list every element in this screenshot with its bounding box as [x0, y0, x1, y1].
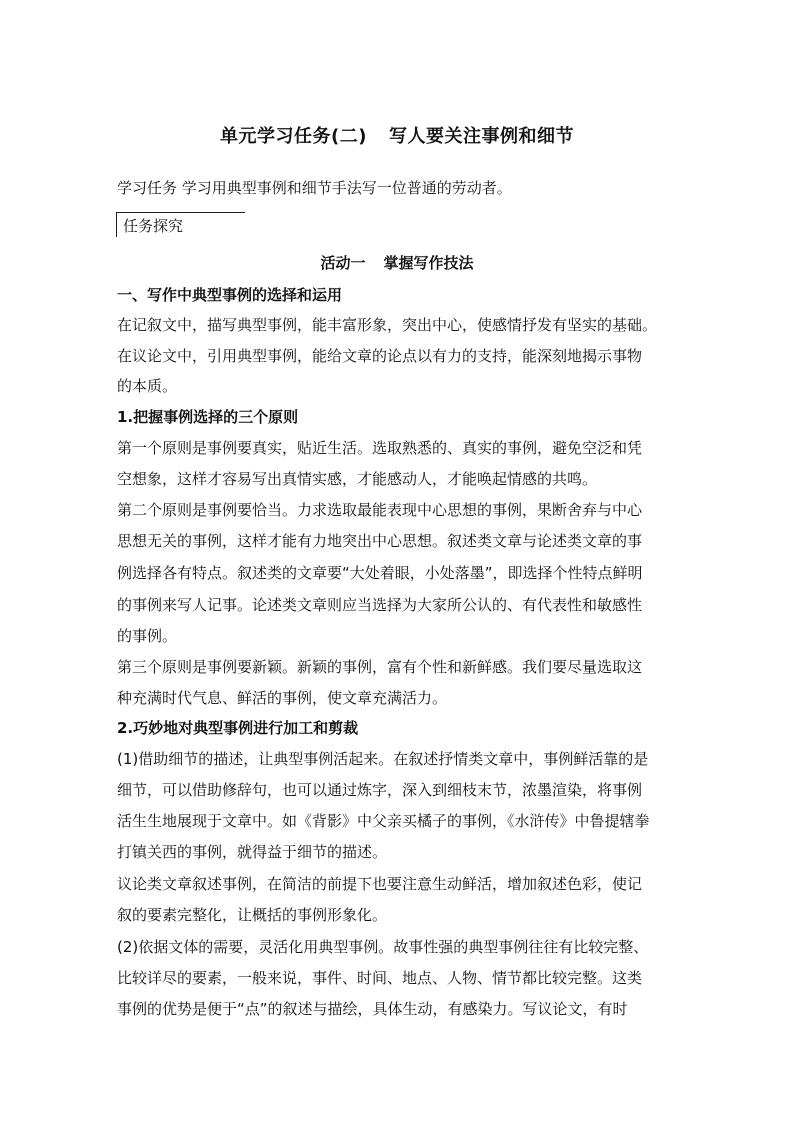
paragraph-line: 第一个原则是事例要真实，贴近生活。选取熟悉的、真实的事例，避免空泛和凭 [117, 439, 643, 457]
task-intro-text: 学习用典型事例和细节手法写一位普通的劳动者。 [181, 179, 512, 197]
title-part-1: 单元学习任务(二) [220, 126, 367, 147]
activity-label: 活动一 [320, 254, 366, 272]
paragraph-line: 事例的优势是便于“点”的叙述与描绘，具体生动，有感染力。写议论文，有时 [117, 1000, 628, 1018]
task-explore-label: 任务探究 [123, 217, 184, 235]
paragraph-line: 种充满时代气息、鲜活的事例，使文章充满活力。 [117, 689, 448, 707]
paragraph-line: 的本质。 [117, 377, 178, 395]
paragraph-line: (1)借助细节的描述，让典型事例活起来。在叙述抒情类文章中，事例鲜活靠的是 [117, 750, 649, 768]
task-intro [117, 178, 687, 198]
paragraph-line: 叙的要素完整化，让概括的事例形象化。 [117, 906, 388, 924]
paragraph-line: 的事例来写人记事。论述类文章则应当选择为大家所公认的、有代表性和敏感性 [117, 596, 643, 614]
subsection-heading: 1.把握事例选择的三个原则 [117, 408, 299, 426]
paragraph-line: (2)依据文体的需要，灵活化用典型事例。故事性强的典型事例往往有比较完整、 [117, 938, 649, 956]
paragraph-line: 思想无关的事例，这样才能有力地突出中心思想。叙述类文章与论述类文章的事 [117, 532, 643, 550]
paragraph-line: 的事例。 [117, 627, 178, 645]
page-title [0, 122, 794, 148]
task-explore-box [116, 212, 245, 237]
paragraph-line: 细节，可以借助修辞句，也可以通过炼字，深入到细枝末节，浓墨渲染，将事例 [117, 781, 643, 799]
activity-title: 掌握写作技法 [383, 254, 474, 272]
title-part-2: 写人要关注事例和细节 [388, 126, 574, 147]
activity-heading [0, 253, 794, 273]
paragraph-line: 第三个原则是事例要新颖。新颖的事例，富有个性和新鲜感。我们要尽量选取这 [117, 658, 643, 676]
task-intro-label: 学习任务 [117, 179, 178, 197]
paragraph-line: 例选择各有特点。叙述类的文章要“大处着眼，小处落墨”，即选择个性特点鲜明 [117, 564, 643, 582]
paragraph-line: 活生生地展现于文章中。如《背影》中父亲买橘子的事例，《水浒传》中鲁提辖拳 [117, 812, 650, 830]
paragraph-line: 比较详尽的要素，一般来说，事件、时间、地点、人物、情节都比较完整。这类 [117, 969, 643, 987]
paragraph-line: 在记叙文中，描写典型事例，能丰富形象，突出中心，使感情抒发有坚实的基础。 [117, 316, 658, 334]
subsection-heading: 2.巧妙地对典型事例进行加工和剪裁 [117, 719, 359, 737]
paragraph-line: 第二个原则是事例要恰当。力求选取最能表现中心思想的事例，果断舍弃与中心 [117, 501, 643, 519]
paragraph-line: 打镇关西的事例，就得益于细节的描述。 [117, 843, 388, 861]
paragraph-line: 空想象，这样才容易写出真情实感，才能感动人，才能唤起情感的共鸣。 [117, 470, 598, 488]
section-heading: 一、写作中典型事例的选择和运用 [117, 286, 343, 304]
paragraph-line: 在议论文中，引用典型事例，能给文章的论点以有力的支持，能深刻地揭示事物 [117, 347, 643, 365]
paragraph-line: 议论类文章叙述事例，在简洁的前提下也要注意生动鲜活，增加叙述色彩，使记 [117, 875, 643, 893]
